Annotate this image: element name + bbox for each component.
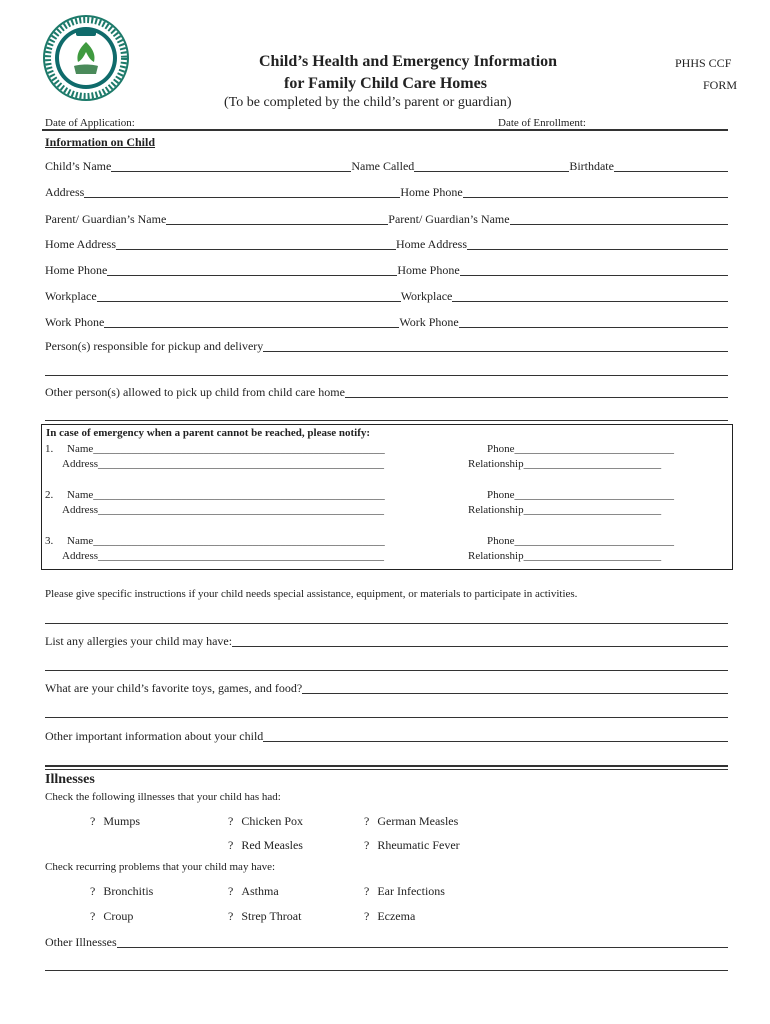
workplace-label-1: Workplace — [45, 289, 97, 303]
name-called-label: Name Called — [351, 159, 415, 173]
pickup-field[interactable] — [263, 351, 728, 352]
checkbox-label: Asthma — [241, 884, 279, 898]
home-phone-label-1: Home Phone — [45, 263, 108, 277]
birthdate-field[interactable] — [614, 171, 728, 172]
checkbox-glyph-icon: ? — [364, 814, 370, 828]
allergies-label: List any allergies your child may have: — [45, 634, 233, 648]
emergency-3-number: 3. — [45, 535, 54, 547]
checkbox-glyph-icon: ? — [228, 838, 234, 852]
checkbox-glyph-icon: ? — [90, 814, 96, 828]
birthdate-label: Birthdate — [569, 159, 614, 173]
checkbox-red-measles[interactable] — [228, 838, 303, 853]
home-address-field-2[interactable] — [467, 249, 728, 250]
work-phone-field-1[interactable] — [104, 327, 399, 328]
date-of-application-label: Date of Application: — [45, 117, 135, 129]
checkbox-ear-infections[interactable] — [364, 884, 445, 899]
child-name-row — [45, 158, 728, 174]
emergency-3-address-field[interactable]: Address____________________________________________________ — [62, 550, 385, 562]
other-info-row — [45, 728, 728, 744]
header-divider — [42, 129, 728, 131]
special-instructions-label: Please give specific instructions if your child needs special assistance, equipment, or materials to participate in activities. — [45, 588, 578, 600]
checkbox-label: Chicken Pox — [241, 814, 303, 828]
emergency-2-phone-field[interactable]: Phone_____________________________ — [487, 489, 674, 501]
other-illnesses-field[interactable] — [117, 947, 728, 948]
favorites-label: What are your child’s favorite toys, games, and food? — [45, 681, 303, 695]
other-illnesses-label: Other Illnesses — [45, 935, 117, 949]
checkbox-label: Ear Infections — [377, 884, 445, 898]
recurring-prompt: Check recurring problems that your child may have: — [45, 861, 276, 873]
pickup-field-line-2[interactable] — [45, 375, 728, 376]
home-phone-row — [45, 262, 728, 278]
form-code: PHHS CCF — [675, 56, 732, 70]
other-info-field[interactable] — [263, 741, 728, 742]
checkbox-label: Croup — [103, 909, 134, 923]
emergency-2-relationship-field[interactable]: Relationship_________________________ — [468, 504, 662, 516]
section-divider-top — [45, 765, 728, 767]
parent-name-label-2: Parent/ Guardian’s Name — [388, 212, 510, 226]
emergency-1-address-field[interactable]: Address____________________________________________________ — [62, 458, 385, 470]
allergies-field[interactable] — [232, 646, 728, 647]
favorites-field[interactable] — [302, 693, 728, 694]
checkbox-german-measles[interactable] — [364, 814, 458, 829]
workplace-row — [45, 288, 728, 304]
favorites-field-line-2[interactable] — [45, 717, 728, 718]
form-code-suffix: FORM — [703, 78, 738, 92]
other-pickup-label: Other person(s) allowed to pick up child from child care home — [45, 385, 345, 399]
form-title-line1: Child’s Health and Emergency Information — [259, 53, 558, 70]
address-field[interactable] — [84, 197, 400, 198]
childs-name-label: Child’s Name — [45, 159, 112, 173]
emergency-2-number: 2. — [45, 489, 54, 501]
info-section-heading: Information on Child — [45, 135, 156, 149]
address-label: Address — [45, 185, 85, 199]
home-address-label-1: Home Address — [45, 237, 116, 251]
home-phone-label-2: Home Phone — [397, 263, 460, 277]
emergency-3-phone-field[interactable]: Phone_____________________________ — [487, 535, 674, 547]
checkbox-glyph-icon: ? — [228, 884, 234, 898]
pickup-row — [45, 338, 728, 354]
home-address-label-2: Home Address — [396, 237, 467, 251]
form-title-line2: for Family Child Care Homes — [284, 75, 487, 92]
other-pickup-field[interactable] — [345, 397, 728, 398]
checkbox-glyph-icon: ? — [90, 884, 96, 898]
workplace-label-2: Workplace — [400, 289, 453, 303]
emergency-2-name-field[interactable]: Name_____________________________________________________ — [67, 489, 385, 501]
emergency-1-phone-field[interactable]: Phone_____________________________ — [487, 443, 674, 455]
parent-name-field-2[interactable] — [510, 224, 728, 225]
parent-name-field-1[interactable] — [166, 224, 388, 225]
checkbox-label: German Measles — [377, 814, 459, 828]
allergies-field-line-2[interactable] — [45, 670, 728, 671]
emergency-1-number: 1. — [45, 443, 54, 455]
emergency-1-name-field[interactable]: Name_____________________________________________________ — [67, 443, 385, 455]
checkbox-glyph-icon: ? — [90, 909, 96, 923]
home-phone-field-1[interactable] — [107, 275, 397, 276]
date-of-enrollment-label: Date of Enrollment: — [498, 117, 586, 129]
form-subtitle: (To be completed by the child’s parent or guardian) — [224, 95, 512, 110]
checkbox-asthma[interactable] — [228, 884, 279, 899]
checkbox-rheumatic-fever[interactable] — [364, 838, 460, 853]
other-illnesses-field-line-2[interactable] — [45, 970, 728, 971]
other-pickup-field-line-2[interactable] — [45, 420, 728, 421]
name-called-field[interactable] — [414, 171, 569, 172]
illnesses-heading: Illnesses — [45, 772, 95, 787]
special-instructions-field[interactable] — [45, 623, 728, 624]
emergency-2-address-field[interactable]: Address____________________________________________________ — [62, 504, 385, 516]
checkbox-glyph-icon: ? — [364, 909, 370, 923]
checkbox-label: Rheumatic Fever — [377, 838, 460, 852]
other-illnesses-row — [45, 934, 728, 950]
workplace-field-2[interactable] — [452, 301, 728, 302]
home-phone-field[interactable] — [463, 197, 728, 198]
workplace-field-1[interactable] — [97, 301, 401, 302]
checkbox-label: Strep Throat — [241, 909, 302, 923]
checkbox-mumps[interactable] — [90, 814, 140, 829]
checkbox-bronchitis[interactable] — [90, 884, 153, 899]
home-phone-label: Home Phone — [400, 185, 463, 199]
work-phone-label-2: Work Phone — [399, 315, 459, 329]
illnesses-had-prompt: Check the following illnesses that your child has had: — [45, 791, 281, 803]
emergency-heading: In case of emergency when a parent cannot be reached, please notify: — [46, 427, 371, 439]
organization-seal-logo — [42, 14, 130, 102]
checkbox-label: Mumps — [103, 814, 141, 828]
checkbox-strep-throat[interactable] — [228, 909, 301, 924]
work-phone-row — [45, 314, 728, 330]
work-phone-label-1: Work Phone — [45, 315, 105, 329]
childs-name-field[interactable] — [111, 171, 351, 172]
checkbox-label: Eczema — [377, 909, 416, 923]
emergency-3-relationship-field[interactable]: Relationship_________________________ — [468, 550, 662, 562]
section-divider-bottom — [45, 769, 728, 770]
checkbox-eczema[interactable] — [364, 909, 415, 924]
home-address-row — [45, 236, 728, 252]
pickup-label: Person(s) responsible for pickup and delivery — [45, 339, 264, 353]
home-address-field-1[interactable] — [116, 249, 396, 250]
checkbox-glyph-icon: ? — [228, 909, 234, 923]
other-info-label: Other important information about your child — [45, 729, 264, 743]
home-phone-field-2[interactable] — [460, 275, 728, 276]
checkbox-glyph-icon: ? — [228, 814, 234, 828]
parent-name-row — [45, 211, 728, 227]
favorites-row — [45, 680, 728, 696]
parent-name-label-1: Parent/ Guardian’s Name — [45, 212, 167, 226]
checkbox-label: Bronchitis — [103, 884, 154, 898]
checkbox-label: Red Measles — [241, 838, 303, 852]
checkbox-glyph-icon: ? — [364, 884, 370, 898]
checkbox-croup[interactable] — [90, 909, 133, 924]
emergency-3-name-field[interactable]: Name_____________________________________________________ — [67, 535, 385, 547]
address-row — [45, 184, 728, 200]
emergency-1-relationship-field[interactable]: Relationship_________________________ — [468, 458, 662, 470]
work-phone-field-2[interactable] — [459, 327, 728, 328]
other-pickup-row — [45, 384, 728, 400]
checkbox-glyph-icon: ? — [364, 838, 370, 852]
allergies-row — [45, 633, 728, 649]
checkbox-chicken-pox[interactable] — [228, 814, 303, 829]
